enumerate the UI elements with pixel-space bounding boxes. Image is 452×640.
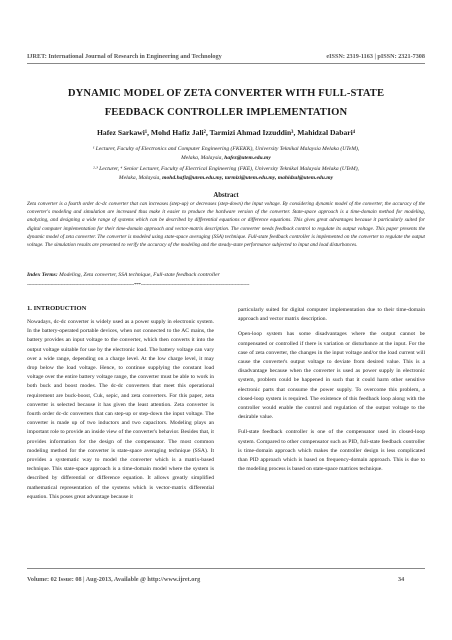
abstract-heading: Abstract [213,192,239,199]
intro-paragraph-2: particularly suited for digital computer implementation due to their time-domain approach and vector matrix description. [238,307,425,323]
affiliation-2-location: Melaka, Malaysia, [118,175,163,181]
title-line-1: DYNAMIC MODEL OF ZETA CONVERTER WITH FULL-STATE [67,88,385,99]
introduction-heading: 1. INTRODUCTION [27,305,87,312]
intro-paragraph-3: Open-loop system has some disadvantages where the output cannot be compensated or controlled if there is variation or disturbance at the input. For the case of zeta converter, the changes in the input voltage and/or the load current will cause the converter's output voltage to deviate from desired value. This is a disadvantage because when the converter is used as power supply in electronic system, problem could be happened in such that it could harm other sensitive electronic parts that consume the power supply. To overcome this problem, a closed-loop system is required. The existence of this feedback loop along with the controller would enable the control and regulation of the output voltage to the desirable value. [238,331,425,421]
journal-header [27,53,425,60]
index-terms-list: Modeling, Zeta converter, SSA technique, Full-state feedback controller [57,272,220,278]
footer-rule [27,568,425,569]
affiliation-2 [27,165,425,183]
intro-paragraph-4: Full-state feedback controller is one of the compensator used in closed-loop system. Compared to other compensator such as PID, full-state feedback controller is time-domain approach which makes the controller design is less complicated than PID approach which is based on frequency-domain approach. This is due to the modeling process is based on state-space matrices technique. [238,429,425,473]
affiliation-2-line-2 [27,174,425,183]
affiliation-1-email[interactable]: hafez@utem.edu.my [224,155,271,161]
journal-name: IJRET: International Journal of Research in Engineering and Technology [27,53,222,60]
header-rule [27,63,425,64]
page-number: 34 [398,576,405,583]
abstract-text: Zeta converter is a fourth order dc-dc converter that can increases (step-up) or decreases (step-down) the input voltage. By considering dynamic model of the converter, the accuracy of the converter's modeling and simulation are increased thus make it easier to produce the hardware version of the converter. State-space approach is a time-domain method for modeling, analyzing, and designing a wide range of systems which can be described by differential equations or difference equations. This gives great advantages because it particularly suited for digital computer implementation for their time-domain approach and vector-matrix description. The converter needs feedback control to regulate its output voltage. This paper presents the dynamic model of zeta converter. The converter is modeled using state-space averaging (SSA) technique. Full-state feedback controller is implemented on the converter to regulate the output voltage. The simulation results are presented to verify the accuracy of the modeling and the steady-state performance subjected to input and load disturbances. [27,201,425,249]
affiliation-1-location: Melaka, Malaysia, [181,155,225,161]
affiliation-2-emails[interactable]: mohd.hafiz@utem.edu.my, tarmizi@utem.edu.my, mahidzal@utem.edu.my [162,175,334,181]
footer-volume: Volume: 02 Issue: 08 | Aug-2013, Available @ http://www.ijret.org [27,576,201,583]
section-separator: -------------------------------------------------------------------------***-------------------------------------------------------------------------- [27,283,250,288]
journal-issn: eISSN: 2319-1163 | pISSN: 2321-7308 [326,53,425,60]
index-terms-label: Index Terms: [27,272,58,278]
paper-title [27,84,425,122]
author-list: Hafez Sarkawi¹, Mohd Hafiz Jali², Tarmizi Ahmad Izzuddin³, Mahidzal Dabari⁴ [96,128,356,137]
affiliation-1 [27,145,425,163]
index-terms [27,272,425,278]
affiliation-1-line-2 [27,154,425,163]
intro-paragraph-1: Nowadays, dc-dc converter is widely used as a power supply in electronic system. In the battery-operated portable devices, when not connected to the AC mains, the battery provides an input voltage to the converter, which then converts it into the output voltage suitable for use by the electronic load. The battery voltage can vary over a wide range, depending on a charge level. At the low charge level, it may drop below the load voltage. Hence, to continue supplying the constant load voltage over the entire battery voltage range, the converter must be able to work in both buck and boost modes. The dc-dc converters that meet this operational requirement are buck-boost, Cuk, sepic, and zeta converters. For this paper, zeta converter is selected because it has given the least attention. Zeta converter is fourth order dc-dc converters that can step-up or step-down the input voltage. The converter is made up of two inductors and two capacitors. Modeling plays an important role to provide an inside view of the converter's behavior. Besides that, it provides information for the design of the compensator. The most common modeling method for the converter is state-space averaging technique (SSA). It provides a systematic way to model the converter which is a matrix-based technique. This state-space approach is a time-domain model where the system is described by differential or difference equation. It allows greatly simplified mathematical representation of the systems which is vector-matrix differential equation. This poses great advantage because it [27,319,214,500]
left-column [27,318,214,508]
title-line-2: FEEDBACK CONTROLLER IMPLEMENTATION [104,107,348,118]
right-column [238,306,425,480]
affiliation-2-line-1: ²·³ Lecturer, ⁴ Senior Lecturer, Faculty of Electrical Engineering (FKE), University Teknikal Malaysia Melaka (UTeM), [93,166,359,172]
affiliation-1-line-1: ¹ Lecturer, Faculty of Electronics and Computer Engineering (FKEKK), University Teknikal Malaysia Melaka (UTeM), [92,146,360,152]
